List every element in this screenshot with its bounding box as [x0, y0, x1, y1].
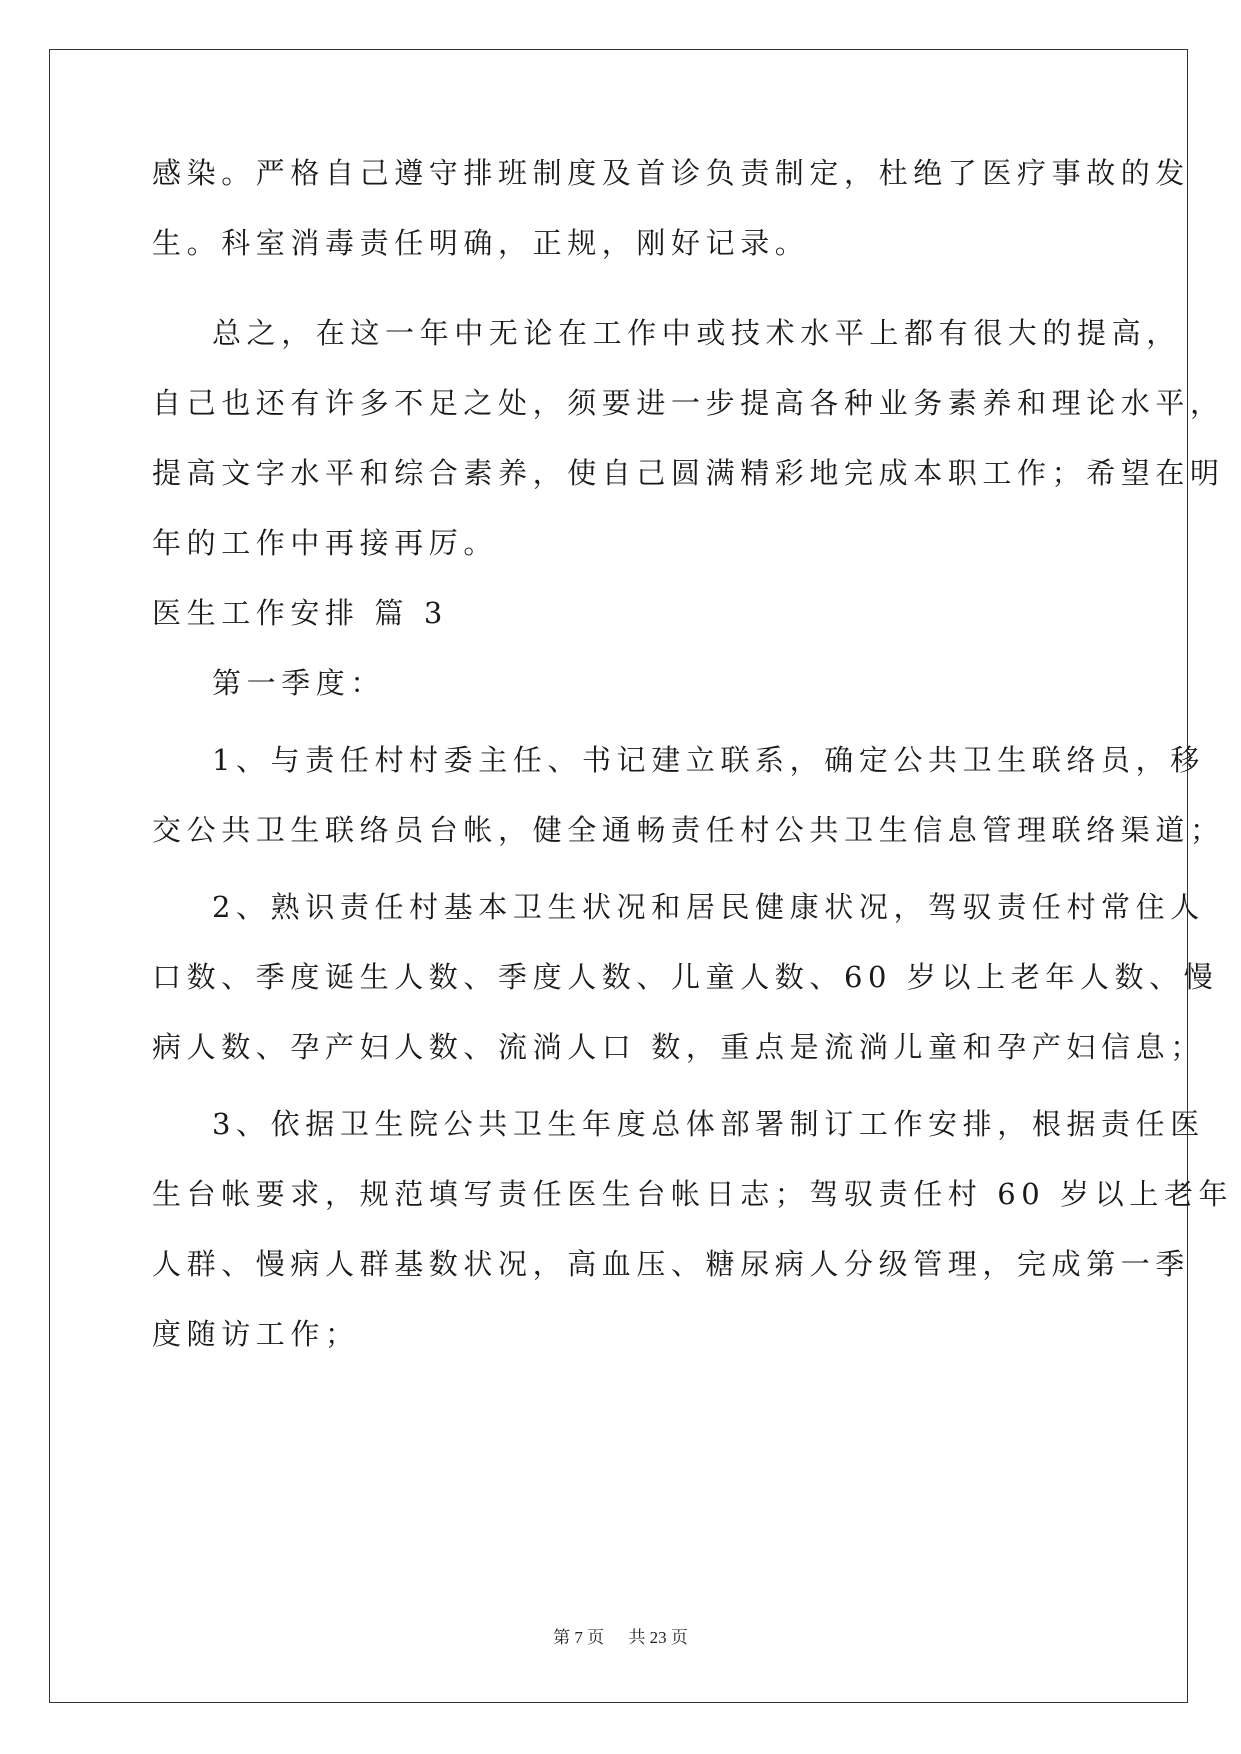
text-line: 2、熟识责任村基本卫生状况和居民健康状况，驾驭责任村常住人	[212, 890, 1205, 924]
section-heading: 医生工作安排 篇 3	[152, 596, 448, 630]
text-line: 生台帐要求，规范填写责任医生台帐日志；驾驭责任村 60 岁以上老年	[152, 1177, 1234, 1211]
text-line: 人群、慢病人群基数状况，高血压、糖尿病人分级管理，完成第一季	[152, 1247, 1191, 1281]
page-border	[49, 49, 1191, 1703]
text-line: 度随访工作；	[152, 1317, 360, 1351]
text-line: 病人数、孕产妇人数、流淌人口 数，重点是流淌儿童和孕产妇信息；	[152, 1030, 1205, 1064]
text-line: 年的工作中再接再厉。	[152, 526, 499, 560]
text-line: 口数、季度诞生人数、季度人数、儿童人数、60 岁以上老年人数、慢	[152, 960, 1219, 994]
page-footer	[0, 1626, 1241, 1650]
text-line: 1、与责任村村委主任、书记建立联系，确定公共卫生联络员，移	[212, 743, 1205, 777]
page-number: 第 7 页	[553, 1628, 605, 1647]
subsection-heading: 第一季度：	[212, 666, 386, 700]
text-line: 3、依据卫生院公共卫生年度总体部署制订工作安排，根据责任医	[212, 1107, 1205, 1141]
text-line: 自己也还有许多不足之处，须要进一步提高各种业务素养和理论水平，	[152, 386, 1225, 420]
text-line: 感染。严格自己遵守排班制度及首诊负责制定，杜绝了医疗事故的发	[152, 156, 1191, 190]
text-line: 生。科室消毒责任明确，正规，刚好记录。	[152, 226, 810, 260]
text-line: 交公共卫生联络员台帐，健全通畅责任村公共卫生信息管理联络渠道；	[152, 813, 1225, 847]
text-line: 提高文字水平和综合素养，使自己圆满精彩地完成本职工作；希望在明	[152, 456, 1225, 490]
page-total: 共 23 页	[628, 1628, 688, 1647]
text-line: 总之，在这一年中无论在工作中或技术水平上都有很大的提高，	[212, 316, 1181, 350]
